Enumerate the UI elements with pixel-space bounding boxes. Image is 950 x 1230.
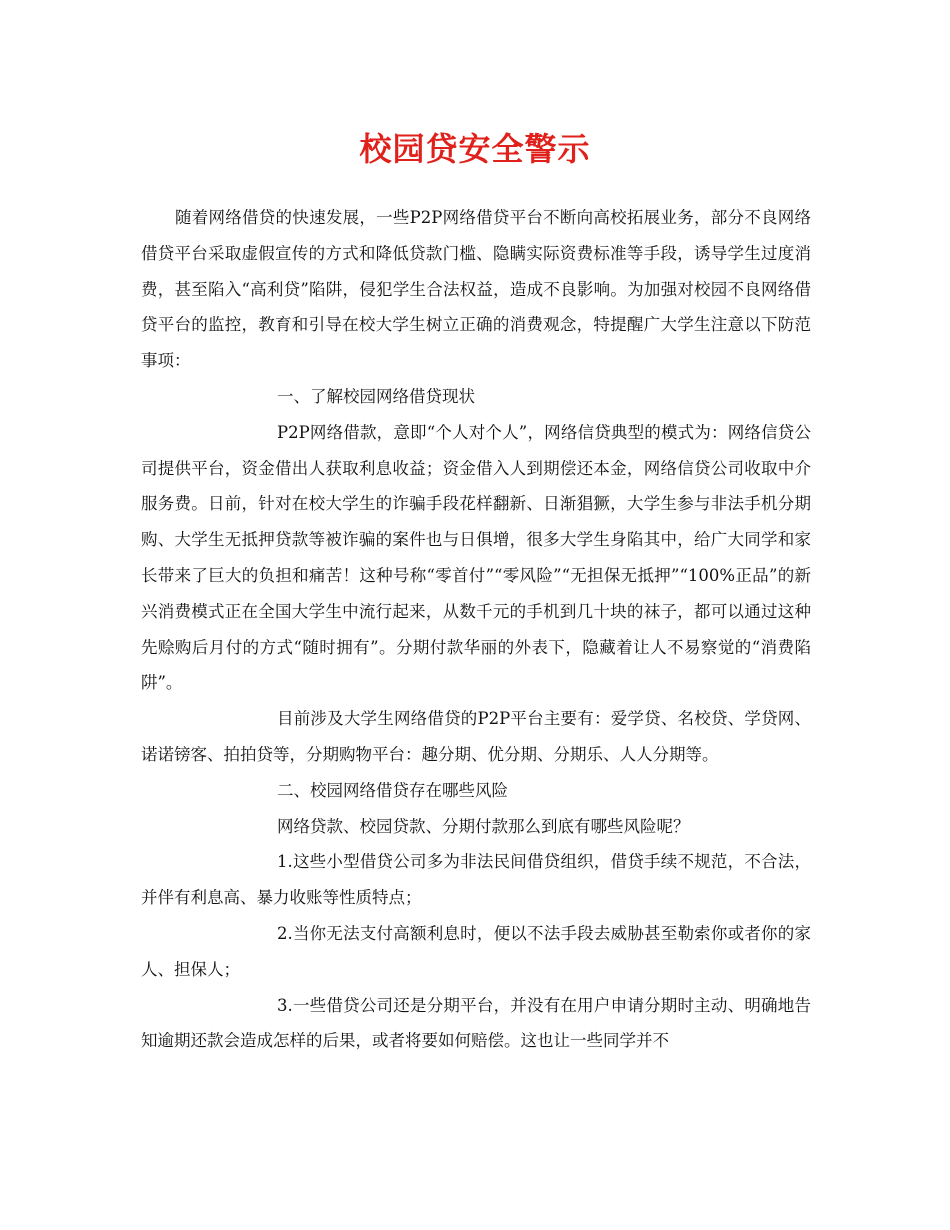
document-body xyxy=(141,200,811,1059)
list-item-risk-3: 3.一些借贷公司还是分期平台，并没有在用户申请分期时主动、明确地告知逾期还款会造成怎样的后果，或者将要如何赔偿。这也让一些同学并不 xyxy=(141,995,811,1051)
paragraph-p2p-status: P2P网络借款，意即“个人对个人”，网络信贷典型的模式为：网络信贷公司提供平台，资金借出人获取利息收益；资金借入人到期偿还本金，网络信贷公司收取中介服务费。日前，针对在校大学生的诈骗手段花样翻新、日渐猖獗，大学生参与非法手机分期购、大学生无抵押贷款等被诈骗的案件也与日俱增，很多大学生身陷其中，给广大同学和家长带来了巨大的负担和痛苦！这种号称“零首付”“零风险”“无担保无抵押”“100%正品”的新兴消费模式正在全国大学生中流行起来，从数千元的手机到几十块的袜子，都可以通过这种先赊购后月付的方式“随时拥有”。分期付款华丽的外表下，隐藏着让人不易察觉的“消费陷阱”。 xyxy=(141,422,811,693)
list-item-risk-1: 1.这些小型借贷公司多为非法民间借贷组织，借贷手续不规范，不合法，并伴有利息高、暴力收账等性质特点； xyxy=(141,852,811,908)
section-heading-2: 二、校园网络借贷存在哪些风险 xyxy=(277,780,508,800)
list-item-risk-2: 2.当你无法支付高额利息时，便以不法手段去威胁甚至勒索你或者你的家人、担保人； xyxy=(141,923,811,979)
paragraph-intro: 随着网络借贷的快速发展，一些P2P网络借贷平台不断向高校拓展业务，部分不良网络借贷平台采取虚假宣传的方式和降低贷款门槛、隐瞒实际资费标准等手段，诱导学生过度消费，甚至陷入“高利贷”陷阱，侵犯学生合法权益，造成不良影响。为加强对校园不良网络借贷平台的监控，教育和引导在校大学生树立正确的消费观念，特提醒广大学生注意以下防范事项： xyxy=(141,208,811,371)
paragraph-platforms: 目前涉及大学生网络借贷的P2P平台主要有：爱学贷、名校贷、学贷网、诺诺镑客、拍拍贷等，分期购物平台：趣分期、优分期、分期乐、人人分期等。 xyxy=(141,709,811,764)
section-heading-1: 一、了解校园网络借贷现状 xyxy=(277,386,475,406)
paragraph-risk-question: 网络贷款、校园贷款、分期付款那么到底有哪些风险呢？ xyxy=(277,816,690,836)
document-title: 校园贷安全警示 xyxy=(359,130,591,168)
